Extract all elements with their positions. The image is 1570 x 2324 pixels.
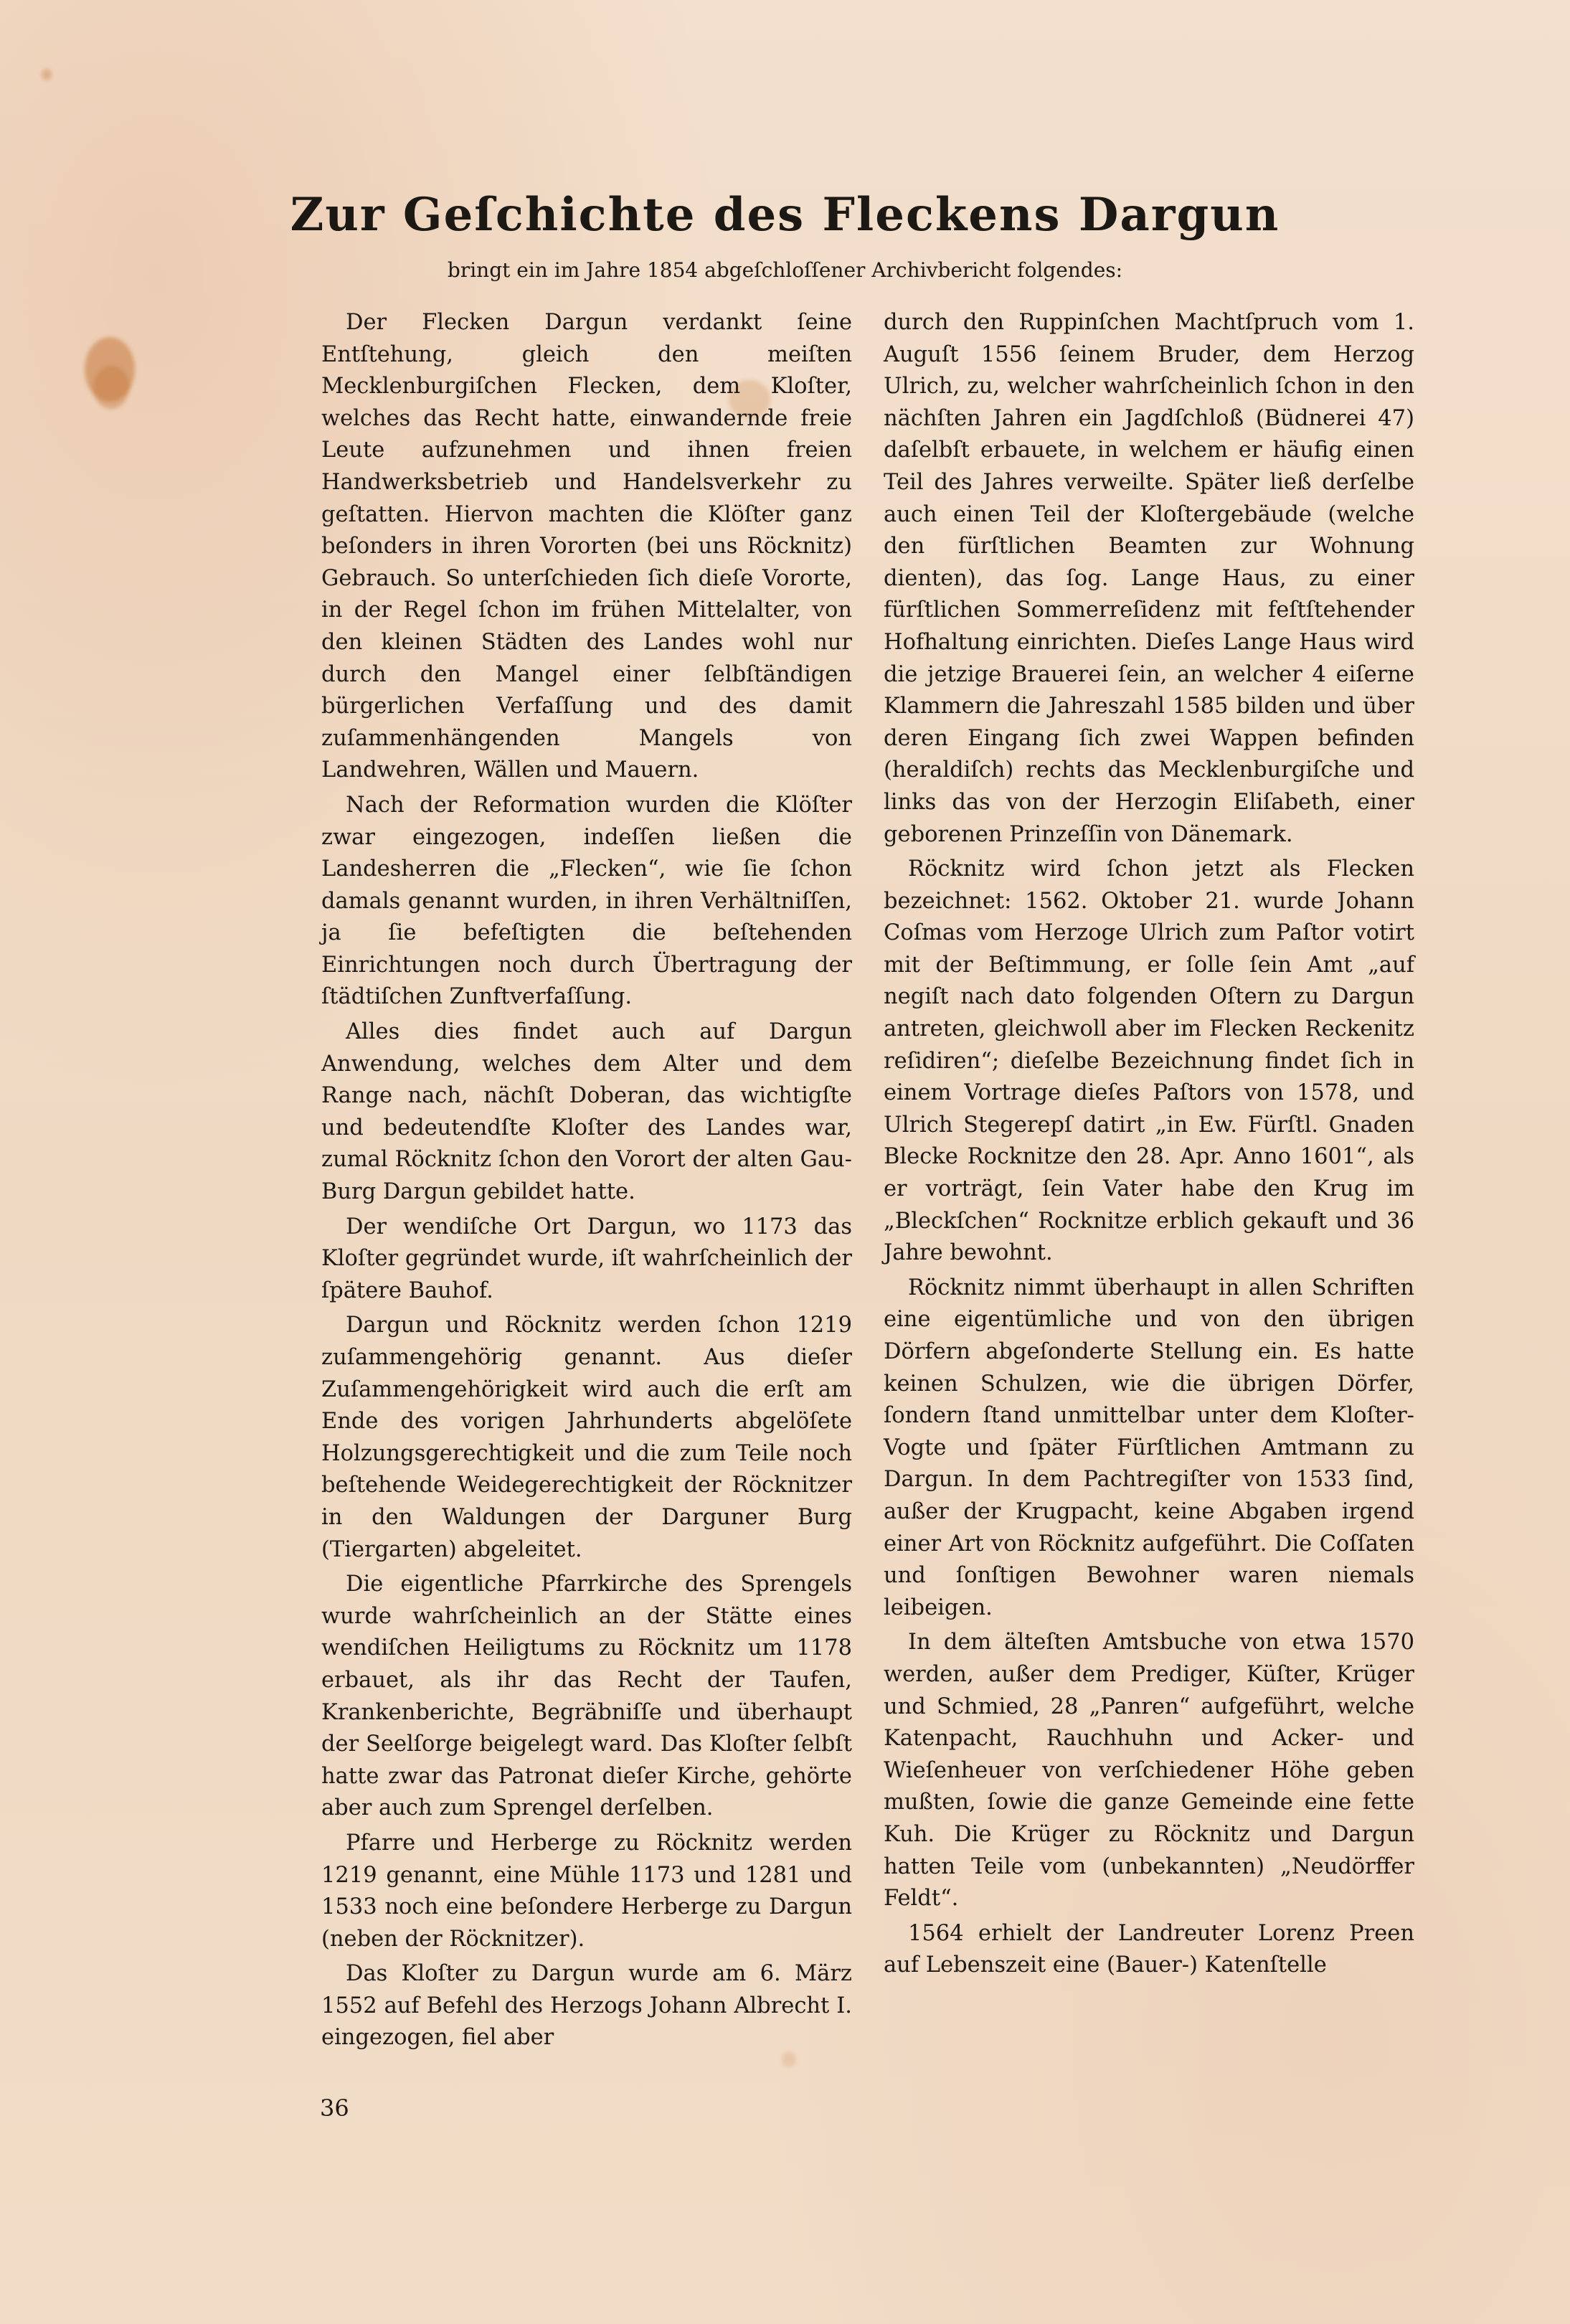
article-subtitle: bringt ein im Jahre 1854 abgeſchloſſener Archivbericht folgendes: bbox=[447, 258, 1123, 282]
paragraph: Der Flecken Dargun verdankt ſeine Entſtehung, gleich den meiſten Mecklenburgiſchen Flecken, dem Kloſter, welches das Recht hatte, einwandernde freie Leute aufzunehmen und ihnen freien Handwerksbetrieb und Handelsverkehr zu geſtatten. Hiervon machten die Klöſter ganz beſonders in ihren Vororten (bei uns Röcknitz) Gebrauch. So unterſchieden ſich dieſe Vororte, in der Regel ſchon im frühen Mittelalter, von den kleinen Städten des Landes wohl nur durch den Mangel einer ſelbſtändigen bürgerlichen Verfaſſung und des damit zuſammenhängenden Mangels von Landwehren, Wällen und Mauern. bbox=[321, 310, 852, 783]
water-stain bbox=[93, 366, 129, 409]
paragraph: Die eigentliche Pfarrkirche des Sprengels wurde wahrſcheinlich an der Stätte eines wendiſchen Heiligtums zu Röcknitz um 1178 erbauet, als ihr das Recht der Taufen, Krankenberichte, Begräbniſſe und überhaupt der Seelſorge beigelegt ward. Das Kloſter ſelbſt hatte zwar das Patronat dieſer Kirche, gehörte aber auch zum Sprengel derſelben. bbox=[321, 1572, 852, 1821]
left-column bbox=[321, 307, 852, 2057]
paragraph: In dem älteſten Amtsbuche von etwa 1570 werden, außer dem Prediger, Küſter, Krüger und Schmied, 28 „Panren“ aufgeführt, welche Katenpacht, Rauchhuhn und Acker- und Wieſenheuer von verſchiedener Höhe geben mußten, ſowie die ganze Gemeinde eine fette Kuh. Die Krüger zu Röcknitz und Dargun hatten Teile vom (unbekannten) „Neudörffer Feldt“. bbox=[884, 1630, 1414, 1912]
paragraph: Der wendiſche Ort Dargun, wo 1173 das Kloſter gegründet wurde, iſt wahrſcheinlich der ſpätere Bauhof. bbox=[321, 1214, 852, 1303]
paragraph: durch den Ruppinſchen Machtſpruch vom 1. Auguſt 1556 ſeinem Bruder, dem Herzog Ulrich, zu, welcher wahrſcheinlich ſchon in den nächſten Jahren ein Jagdſchloß (Büdnerei 47) daſelbſt erbauete, in welchem er häufig einen Teil des Jahres verweilte. Später ließ derſelbe auch einen Teil der Kloſtergebäude (welche den fürſtlichen Beamten zur Wohnung dienten), das ſog. Lange Haus, zu einer fürſtlichen Sommerreſidenz mit feſtſtehender Hofhaltung einrichten. Dieſes Lange Haus wird die jetzige Brauerei ſein, an welcher 4 eiſerne Klammern die Jahreszahl 1585 bilden und über deren Eingang ſich zwei Wappen befinden (heraldiſch) rechts das Mecklenburgiſche und links das von der Herzogin Eliſabeth, einer geborenen Prinzeſſin von Dänemark. bbox=[884, 310, 1414, 847]
paragraph: Alles dies findet auch auf Dargun Anwendung, welches dem Alter und dem Range nach, nächſt Doberan, das wichtigſte und bedeutendſte Kloſter des Landes war, zumal Röcknitz ſchon den Vorort der alten Gau-Burg Dargun gebildet hatte. bbox=[321, 1019, 852, 1205]
paragraph: Dargun und Röcknitz werden ſchon 1219 zuſammengehörig genannt. Aus dieſer Zuſammengehörigkeit wird auch die erſt am Ende des vorigen Jahrhunderts abgelöſete Holzungsgerechtigkeit und die zum Teile noch beſtehende Weidegerechtigkeit der Röcknitzer in den Waldungen der Darguner Burg (Tiergarten) abgeleitet. bbox=[321, 1313, 852, 1562]
page-number: 36 bbox=[320, 2094, 349, 2122]
paragraph: 1564 erhielt der Landreuter Lorenz Preen auf Lebenszeit eine (Bauer-) Katenſtelle bbox=[884, 1920, 1414, 1978]
paragraph: Pfarre und Herberge zu Röcknitz werden 1219 genannt, eine Mühle 1173 und 1281 und 1533 noch eine beſondere Herberge zu Dargun (neben der Röcknitzer). bbox=[321, 1830, 852, 1952]
water-stain bbox=[42, 69, 52, 80]
article-title: Zur Geſchichte des Fleckens Dargun bbox=[290, 188, 1280, 242]
paragraph: Nach der Reformation wurden die Klöſter zwar eingezogen, indeſſen ließen die Landesherren die „Flecken“, wie ſie ſchon damals genannt wurden, in ihren Verhältniſſen, ja ſie befeſtigten die beſtehenden Einrichtungen noch durch Übertragung der ſtädtiſchen Zunftverfaſſung. bbox=[321, 792, 852, 1010]
paragraph: Röcknitz wird ſchon jetzt als Flecken bezeichnet: 1562. Oktober 21. wurde Johann Coſmas vom Herzoge Ulrich zum Paſtor votirt mit der Beſtimmung, er ſolle ſein Amt „auf negiſt nach dato folgenden Oſtern zu Dargun antreten, gleichwoll aber im Flecken Reckenitz reſidiren“; dieſelbe Bezeichnung findet ſich in einem Vortrage dieſes Paſtors von 1578, und Ulrich Stegerepſ datirt „in Ew. Fürſtl. Gnaden Blecke Rocknitze den 28. Apr. Anno 1601“, als er vorträgt, ſein Vater habe den Krug im „Bleckſchen“ Rocknitze erblich gekauft und 36 Jahre bewohnt. bbox=[884, 856, 1414, 1266]
paragraph: Das Kloſter zu Dargun wurde am 6. März 1552 auf Befehl des Herzogs Johann Albrecht I. eingezogen, fiel aber bbox=[321, 1961, 852, 2051]
right-column bbox=[884, 307, 1414, 1985]
paragraph: Röcknitz nimmt überhaupt in allen Schriften eine eigentümliche und von den übrigen Dörfern abgeſonderte Stellung ein. Es hatte keinen Schulzen, wie die übrigen Dörfer, ſondern ſtand unmittelbar unter dem Kloſter-Vogte und ſpäter Fürſtlichen Amtmann zu Dargun. In dem Pachtregiſter von 1533 ſind, außer der Krugpacht, keine Abgaben irgend einer Art von Röcknitz aufgeführt. Die Coſſaten und ſonſtigen Bewohner waren niemals leibeigen. bbox=[884, 1275, 1414, 1620]
